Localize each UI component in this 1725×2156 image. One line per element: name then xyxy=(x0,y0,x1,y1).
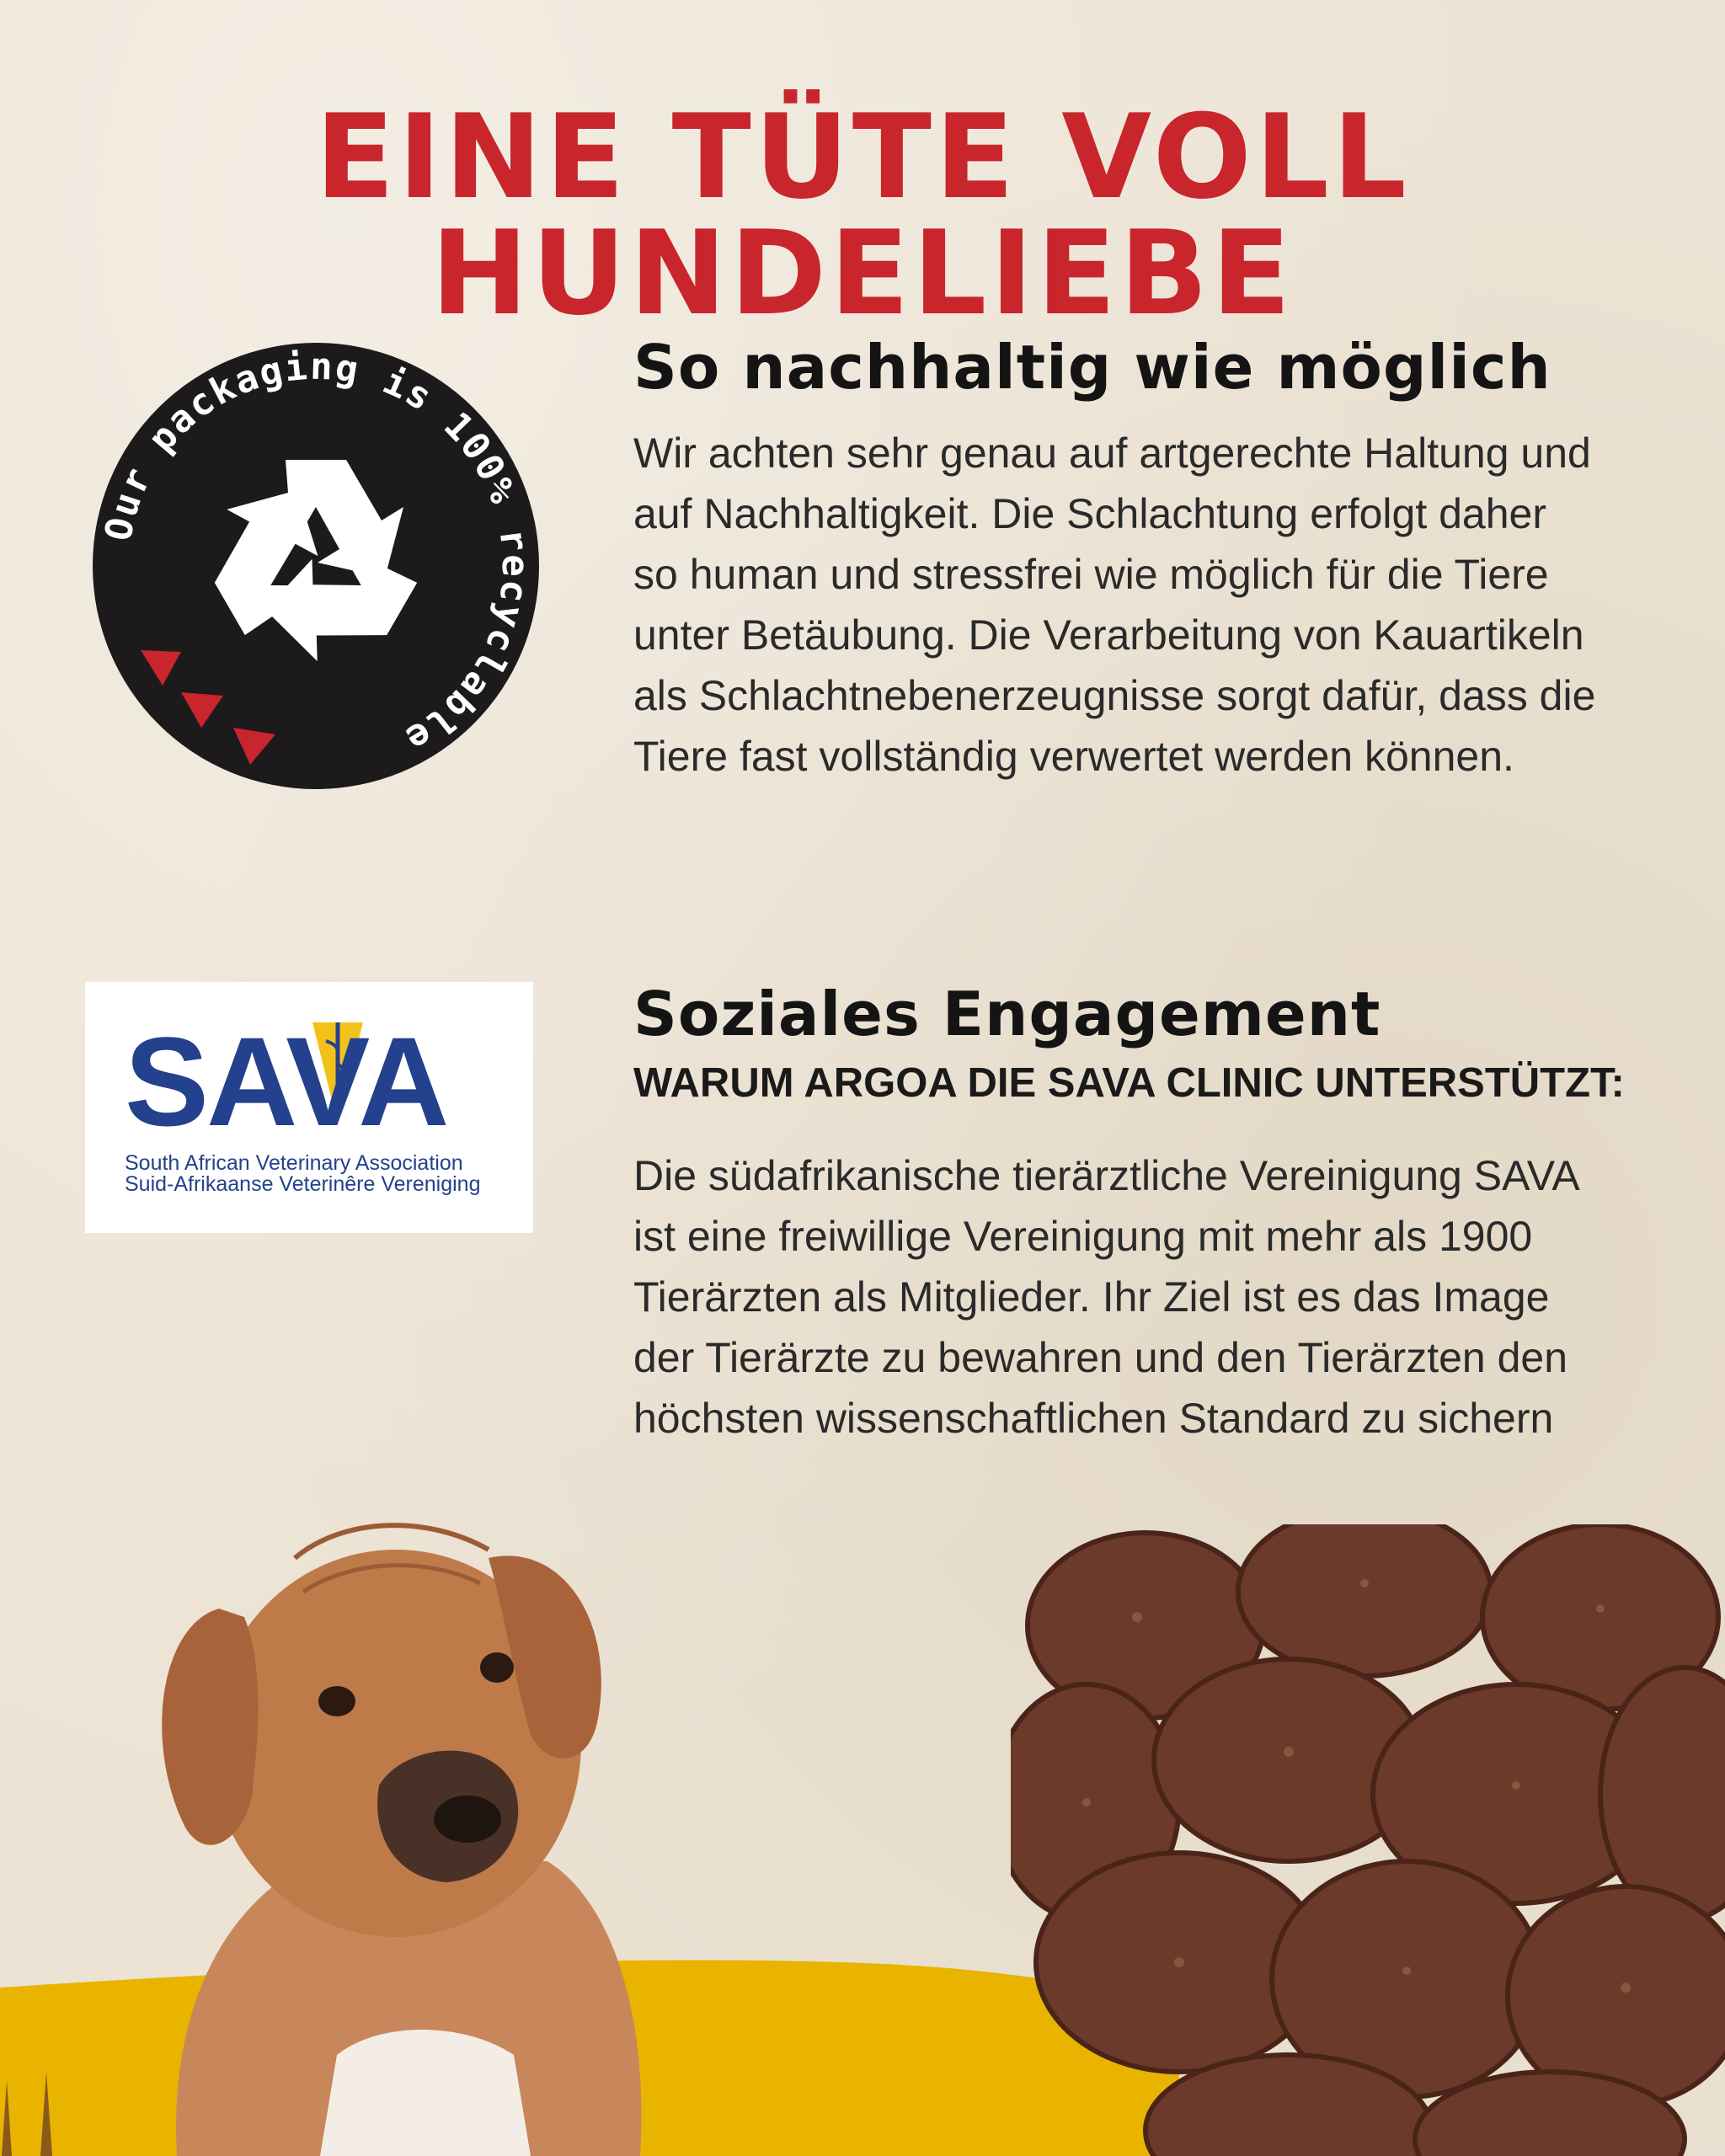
sustainability-heading: So nachhaltig wie möglich xyxy=(633,332,1551,403)
sava-wordmark: SAVA xyxy=(125,1011,447,1152)
page-title: EINE TÜTE VOLL HUNDELIEBE xyxy=(315,89,1410,341)
recycle-badge xyxy=(88,339,543,793)
social-text: Die südafrikanische tierärztliche Vereinigung SAVA ist eine freiwillige Vereinigung mit mehr als 1900 Tierärzten als Mitglieder. Ihr Ziel ist es das Image der Tierärzte zu bewahren und den Tierärzten den höchsten wissenschaftlichen Standard zu sichern xyxy=(633,1152,1580,1442)
sava-logo xyxy=(85,982,533,1233)
treats-image xyxy=(1011,1524,1725,2156)
social-subheading: WARUM ARGOA DIE SAVA CLINIC UNTERSTÜTZT: xyxy=(633,1060,1625,1106)
puppy-image xyxy=(126,1465,716,2156)
sustainability-text: Wir achten sehr genau auf artgerechte Haltung und auf Nachhaltigkeit. Die Schlachtung erfolgt daher so human und stressfrei wie möglich für die Tiere unter Betäubung. Die Verarbeitung von Kauartikeln als Schlachtnebenerzeugnisse sorgt dafür, dass die Tiere fast vollständig verwertet werden können. xyxy=(633,430,1596,780)
badge-text: Our packaging is 100% recyclable xyxy=(97,344,537,761)
social-heading: Soziales Engagement xyxy=(633,979,1381,1049)
sava-tagline: South African Veterinary Association Suid-Afrikaanse Veterinêre Vereniging xyxy=(125,1151,481,1196)
